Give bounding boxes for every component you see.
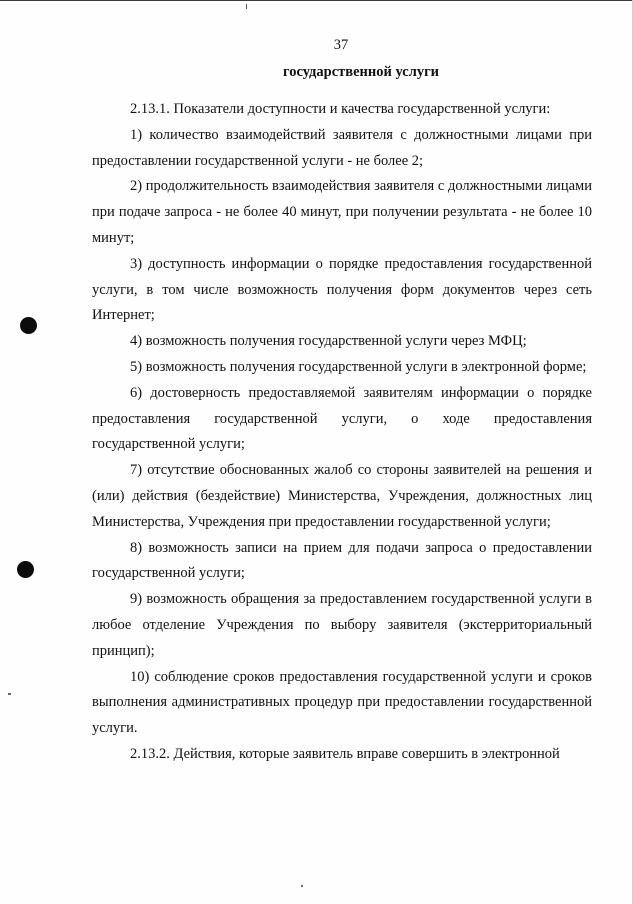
scan-top-edge: [0, 0, 633, 1]
list-item-8: 8) возможность записи на прием для подачи запроса о предоставлении государственной услуги;: [92, 539, 592, 582]
paragraph-2-13-2: 2.13.2. Действия, которые заявитель вправе совершить в электронной: [130, 745, 560, 762]
list-item-10: 10) соблюдение сроков предоставления государственной услуги и сроков выполнения административных процедур при предоставлении государственной услуги.: [92, 668, 592, 737]
scan-speck: [8, 693, 11, 695]
list-item-9: 9) возможность обращения за предоставлением государственной услуги в любое отделение Учреждения по выбору заявителя (экстерриториальный принцип);: [92, 591, 592, 659]
section-title: государственной услуги: [282, 64, 440, 80]
binder-hole-icon: [20, 317, 37, 334]
list-item-6: 6) достоверность предоставляемой заявителям информации о порядке предоставления государственной услуги, о ходе предоставления государственной услуги;: [92, 384, 592, 453]
paragraph-2-13-1: 2.13.1. Показатели доступности и качества государственной услуги:: [130, 101, 551, 117]
list-item-7: 7) отсутствие обоснованных жалоб со стороны заявителей на решения и (или) действия (бездействие) Министерства, Учреждения, должностных лиц Министерства, Учреждения при предоставлении государственной услуги;: [92, 462, 592, 530]
scan-speck: [301, 885, 303, 887]
document-body: [92, 97, 592, 768]
binder-hole-icon: [17, 561, 34, 578]
page-number: 37: [333, 37, 349, 53]
list-item-5: 5) возможность получения государственной услуги в электронной форме;: [130, 358, 587, 375]
list-item-2: 2) продолжительность взаимодействия заявителя с должностными лицами при подаче запроса - не более 40 минут, при получении результата - не более 10 минут;: [92, 178, 592, 246]
list-item-3: 3) доступность информации о порядке предоставления государственной услуги, в том числе возможность получения форм документов через сеть Интернет;: [92, 255, 592, 324]
scan-mark: [246, 4, 247, 9]
list-item-1: 1) количество взаимодействий заявителя с должностными лицами при предоставлении государственной услуги - не более 2;: [92, 126, 592, 169]
list-item-4: 4) возможность получения государственной услуги через МФЦ;: [130, 333, 527, 350]
